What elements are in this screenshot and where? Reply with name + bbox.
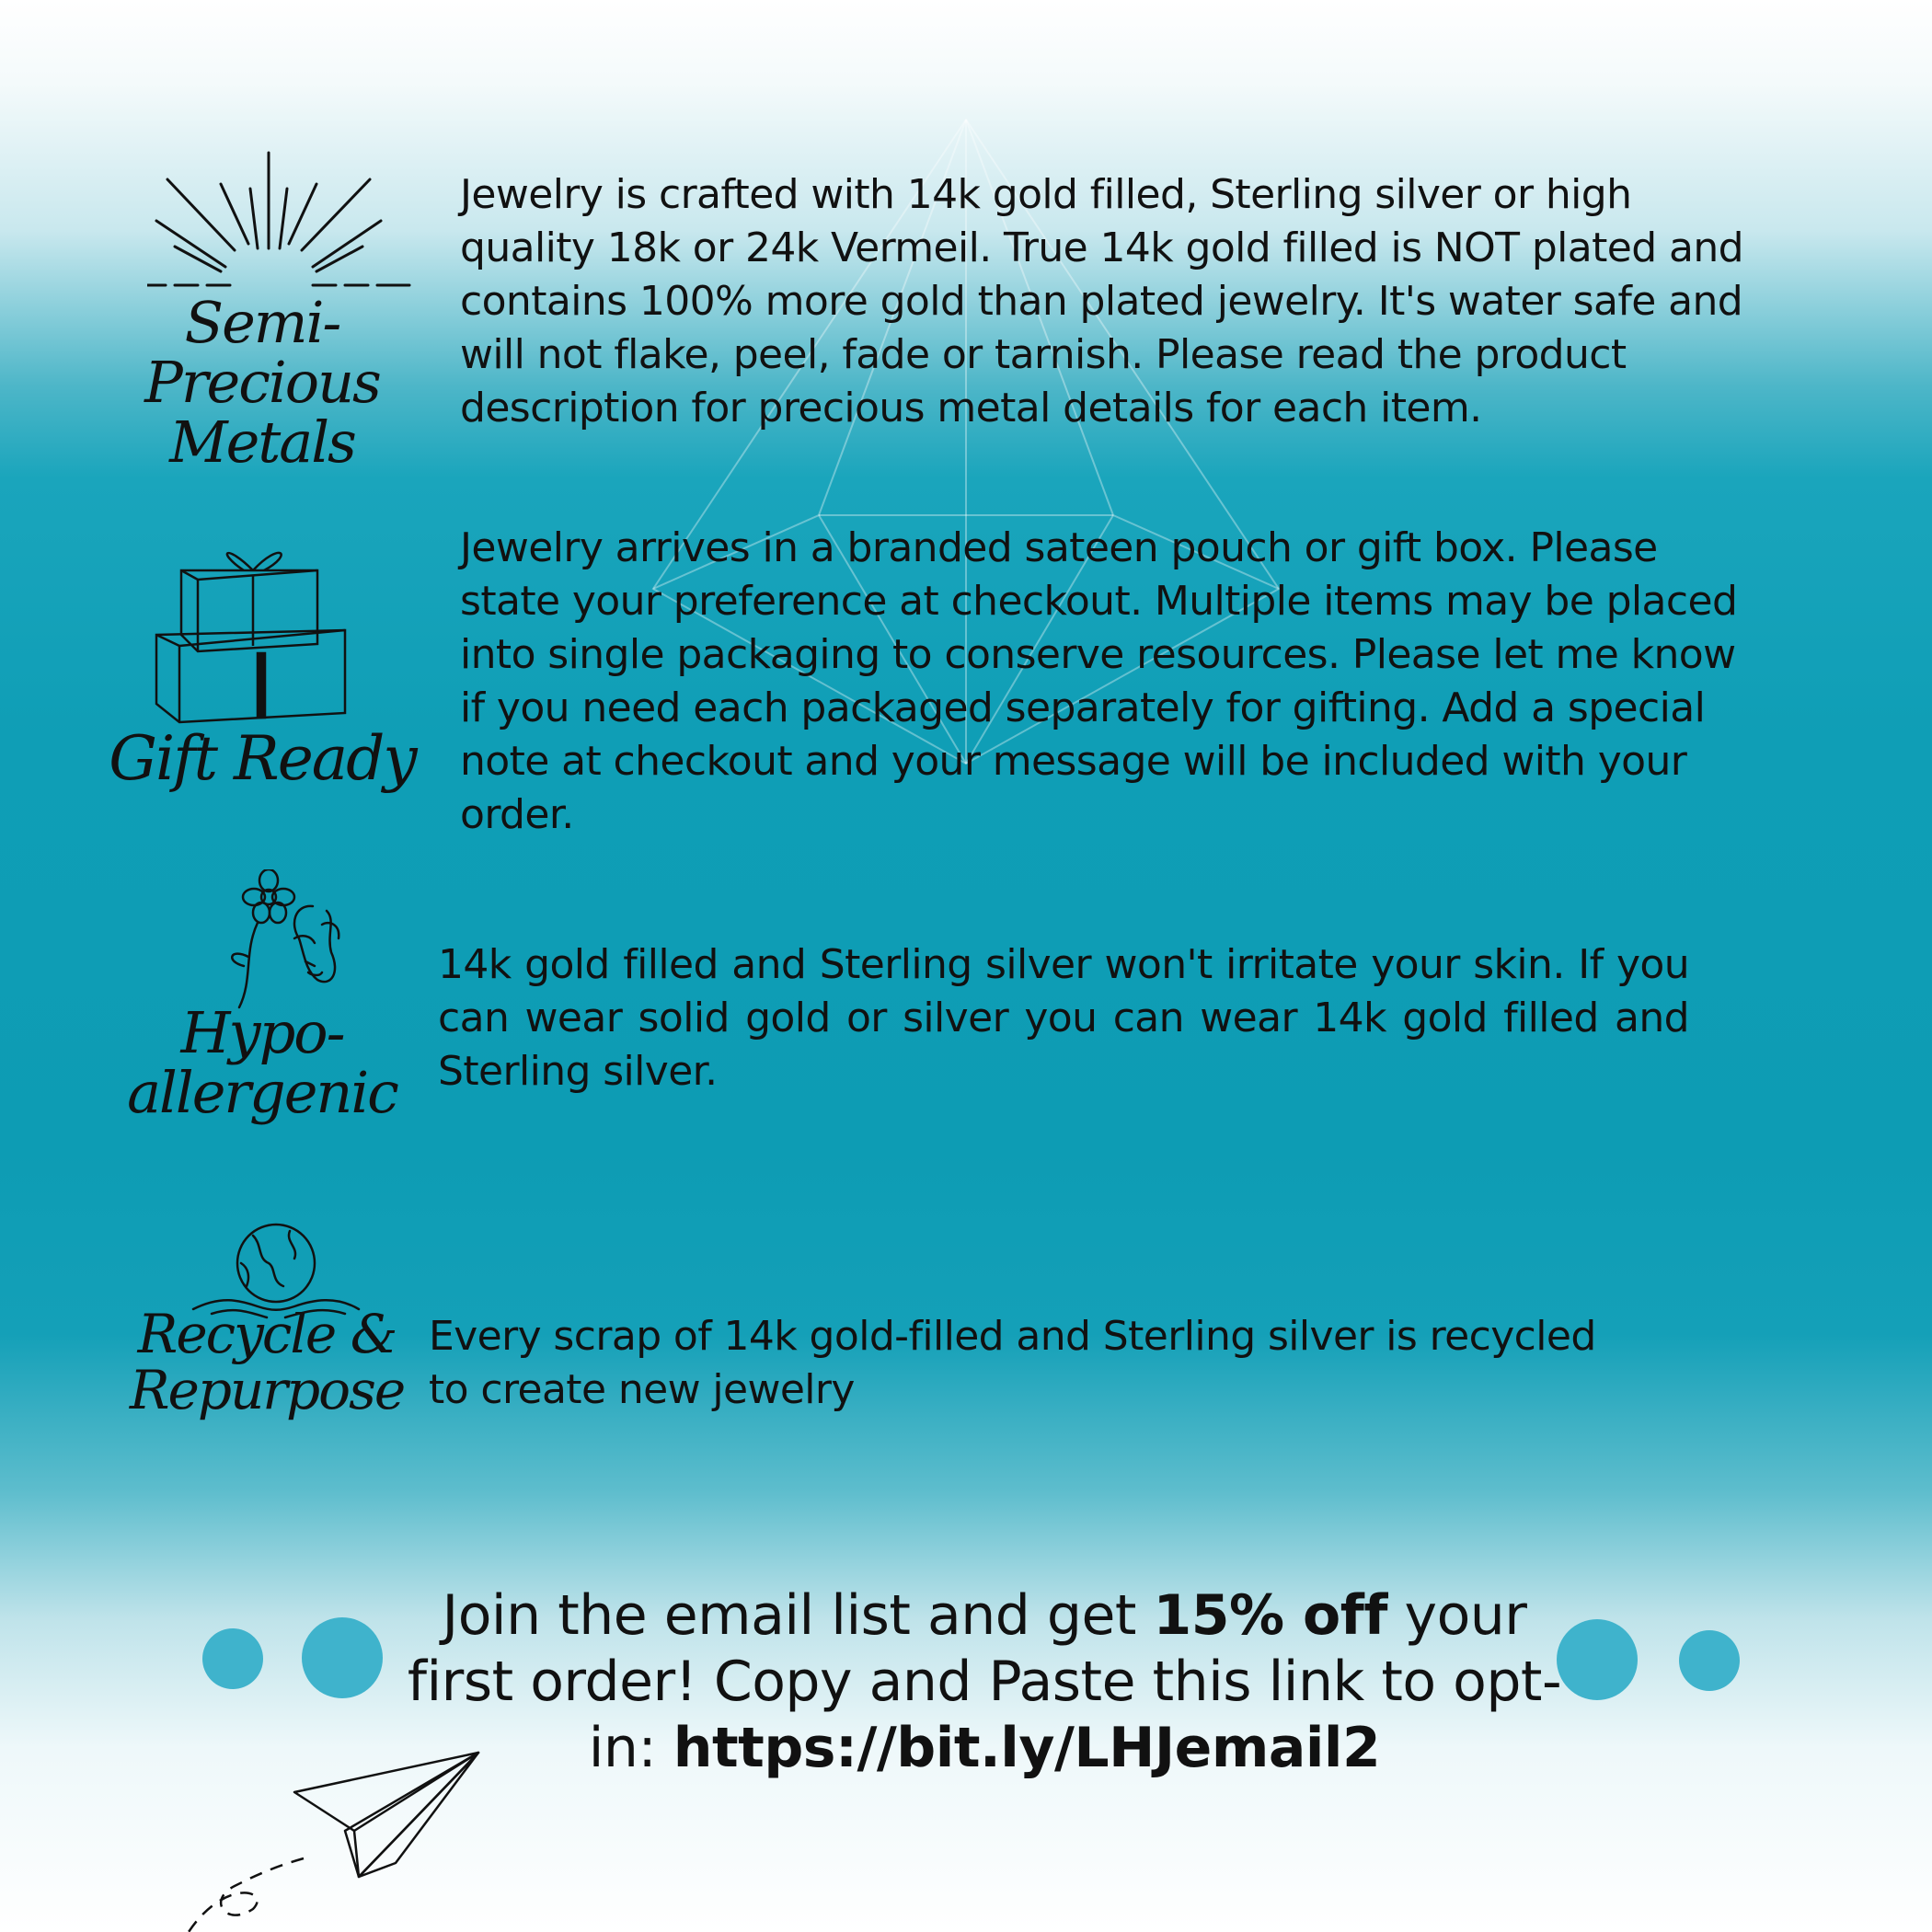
caption-semi-precious-metals	[92, 289, 432, 477]
section-text-gift: Jewelry arrives in a branded sateen pouch or gift box. Please state your preference at checkout. Multiple items may be placed into single packaging to conserve resources. Please let me know if you need each packaged separately for gifting. Add a special note at checkout and your message will be included with your order.	[460, 524, 1738, 838]
caption-line2: Metals	[169, 408, 355, 477]
gift-boxes-icon	[152, 543, 354, 727]
decor-dot	[1679, 1630, 1740, 1691]
decor-dot	[302, 1617, 383, 1698]
caption-line1: Hypo-	[180, 999, 344, 1066]
caption-hypoallergenic	[92, 999, 432, 1127]
promo-text-before: Join the email list and get	[442, 1583, 1154, 1648]
section-text-recycle: Every scrap of 14k gold-filled and Sterling silver is recycled to create new jewelry	[429, 1313, 1596, 1413]
caption-gift-ready	[92, 723, 432, 794]
face-flower-line-art-icon	[202, 869, 359, 1012]
section-text-hypoallergenic: 14k gold filled and Sterling silver won't irritate your skin. If you can wear solid gold or silver you can wear 14k gold filled and Sterling silver.	[438, 941, 1689, 1095]
caption-line2: allergenic	[127, 1059, 397, 1127]
paper-plane-icon	[170, 1739, 483, 1932]
caption-line1: Recycle &	[137, 1303, 397, 1365]
promo-text-middle: your first order! Copy and Paste this link to opt-in:	[407, 1583, 1562, 1780]
caption-line1: Semi-Precious	[144, 289, 380, 417]
promo-link[interactable]: https://bit.ly/LHJemail2	[673, 1716, 1381, 1780]
caption-line1: Gift Ready	[109, 723, 416, 794]
decor-dot	[202, 1628, 263, 1689]
email-promo	[386, 1582, 1582, 1781]
caption-line2: Repurpose	[129, 1358, 405, 1421]
sunburst-icon	[147, 147, 423, 294]
caption-recycle-repurpose	[110, 1303, 423, 1421]
section-text-metals: Jewelry is crafted with 14k gold filled, Sterling silver or high quality 18k or 24k Vermeil. True 14k gold filled is NOT plated and contains 100% more gold than plated jewelry. It's water safe and will not flake, peel, fade or tarnish. Please read the product description for precious metal details for each item.	[460, 171, 1743, 431]
promo-discount: 15% off	[1153, 1583, 1387, 1648]
